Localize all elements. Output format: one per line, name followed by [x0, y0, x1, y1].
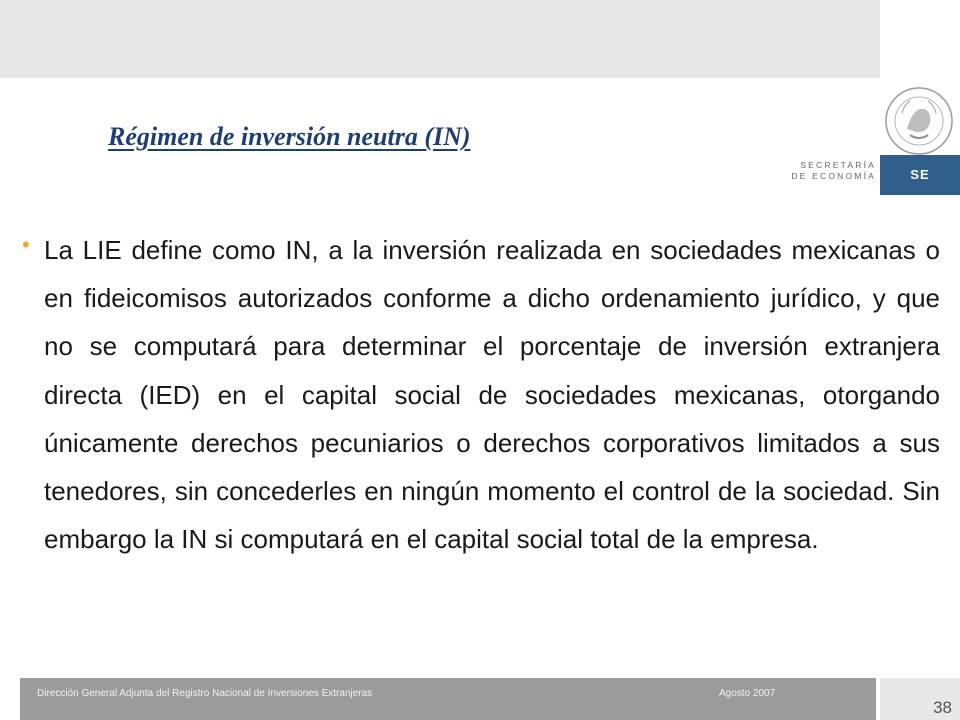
body-paragraph: La LIE define como IN, a la inversión realizada en sociedades mexicanas o en fideicomisos autorizados conforme a dicho ordenamiento jurídico, y que no se computará para determinar el porcentaje de inversión extranjera directa (IED) en el capital social de sociedades mexicanas, otorgando únicamente derechos pecuniarios o derechos corporativos limitados a sus tenedores, sin concederles en ningún momento el control de la sociedad. Sin embargo la IN si computará en el capital social total de la empresa.	[44, 235, 940, 555]
ministry-abbrev-badge: SE	[880, 155, 960, 195]
footer-bar	[20, 678, 876, 720]
bullet-icon: •	[22, 232, 30, 257]
ministry-line-2: DE ECONOMÍA	[791, 171, 876, 181]
ministry-line-1: SECRETARÍA	[800, 160, 876, 170]
ministry-name	[786, 160, 876, 182]
slide-title: Régimen de inversión neutra (IN)	[108, 122, 471, 151]
page-number: 38	[933, 698, 952, 717]
header-band	[0, 0, 880, 78]
coat-of-arms-seal-icon	[880, 85, 958, 157]
footer-department: Dirección General Adjunta del Registro Nacional de Inversiones Extranjeras	[37, 688, 373, 699]
footer-date: Agosto 2007	[719, 688, 776, 699]
